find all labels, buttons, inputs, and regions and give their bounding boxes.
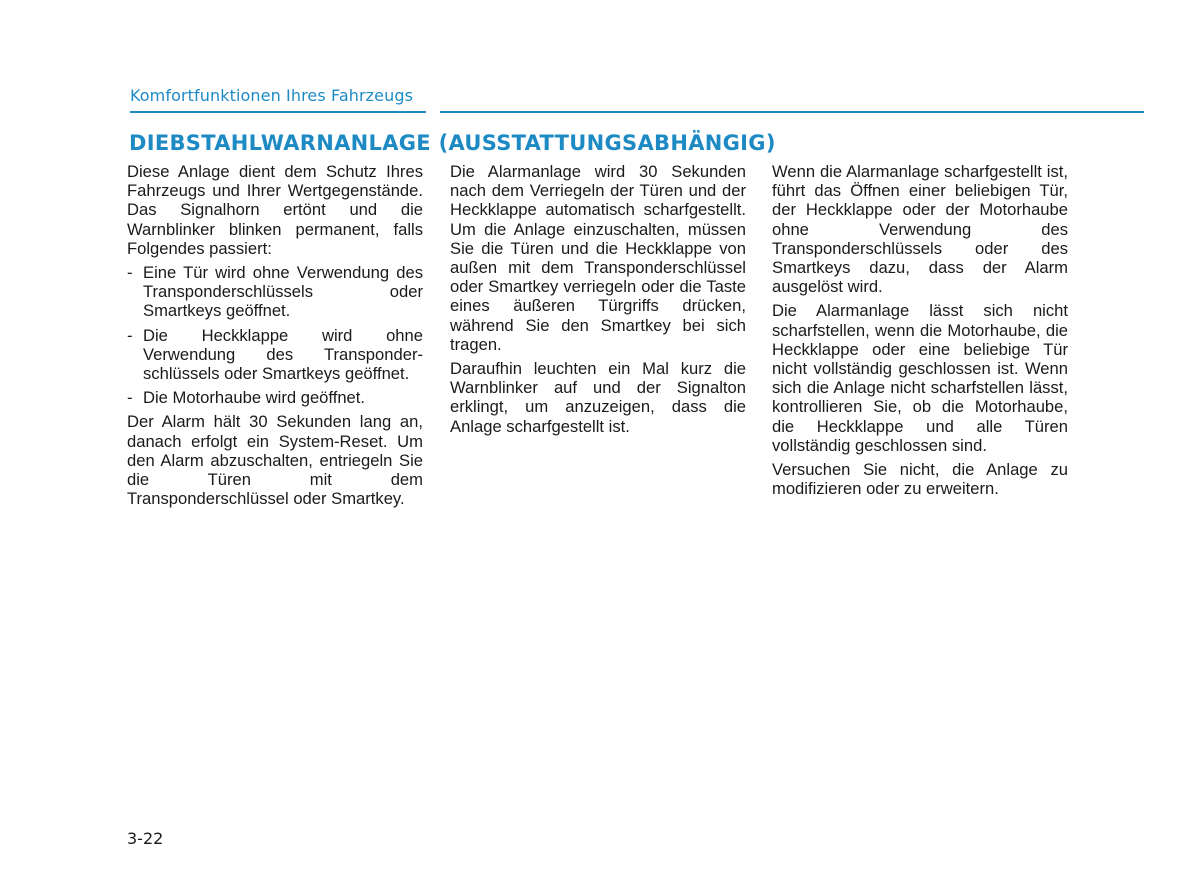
paragraph: Daraufhin leuchten ein Mal kurz die Warnblinker auf und der Signalton erklingt, um anzuzeigen, dass die Anlage scharfgestellt ist. [450,359,746,436]
paragraph: Versuchen Sie nicht, die Anlage zu modifizieren oder zu erweitern. [772,460,1068,499]
text-column-2 [450,162,746,441]
list-item [127,326,423,384]
section-title: DIEBSTAHLWARNANLAGE (AUSSTATTUNGSABHÄNGIG) [129,131,776,155]
header-rule-gap [426,108,440,116]
text-column-1 [127,162,423,513]
dash-icon: - [127,388,133,408]
page-number: 3-22 [127,829,164,848]
header-rule [130,111,1144,113]
list-item-text: Eine Tür wird ohne Verwendung des Transponderschlüssels oder Smartkeys geöffnet. [143,263,423,321]
list-item-text: Die Heckklappe wird ohne Verwendung des Transponderschlüssels oder Smartkeys geöffnet. [143,325,423,384]
paragraph: Wenn die Alarmanlage scharfgestellt ist, führt das Öffnen einer beliebigen Tür, der Heckklappe oder der Motorhaube ohne Verwendung des Transponderschlüssels oder des Smartkeys dazu, dass der Alarm ausgelöst wird. [772,162,1068,297]
list-item-text: Die Motorhaube wird geöffnet. [143,388,365,408]
dash-icon: - [127,263,133,283]
dash-icon: - [127,325,133,345]
list-item [127,263,423,321]
paragraph-outro: Der Alarm hält 30 Sekunden lang an, danach erfolgt ein System-Reset. Um den Alarm abzuschalten, entriegeln Sie die Türen mit dem Transponderschlüssel oder Smartkey. [127,412,423,509]
paragraph: Die Alarmanlage wird 30 Sekunden nach dem Verriegeln der Türen und der Heckklappe automatisch scharfgestellt. Um die Anlage einzuschalten, müssen Sie die Türen und die Heckklappe von außen mit dem Transponderschlüssel oder Smartkey verriegeln oder die Taste eines äußeren Türgriffs drücken, während Sie den Smartkey bei sich tragen. [450,162,746,354]
running-header: Komfortfunktionen Ihres Fahrzeugs [130,86,414,105]
paragraph: Die Alarmanlage lässt sich nicht scharfstellen, wenn die Motorhaube, die Heckklappe oder eine beliebige Tür nicht vollständig geschlossen ist. Wenn sich die Anlage nicht scharfstellen lässt, kontrollieren Sie, ob die Motorhaube, die Heckklappe und alle Türen vollständig geschlossen sind. [772,301,1068,455]
bullet-list [127,263,423,407]
list-item [127,388,423,407]
paragraph-intro: Diese Anlage dient dem Schutz Ihres Fahrzeugs und Ihrer Wertgegenstände. Das Signalhorn ertönt und die Warnblinker blinken permanent, falls Folgendes passiert: [127,162,423,258]
text-column-3 [772,162,1068,503]
